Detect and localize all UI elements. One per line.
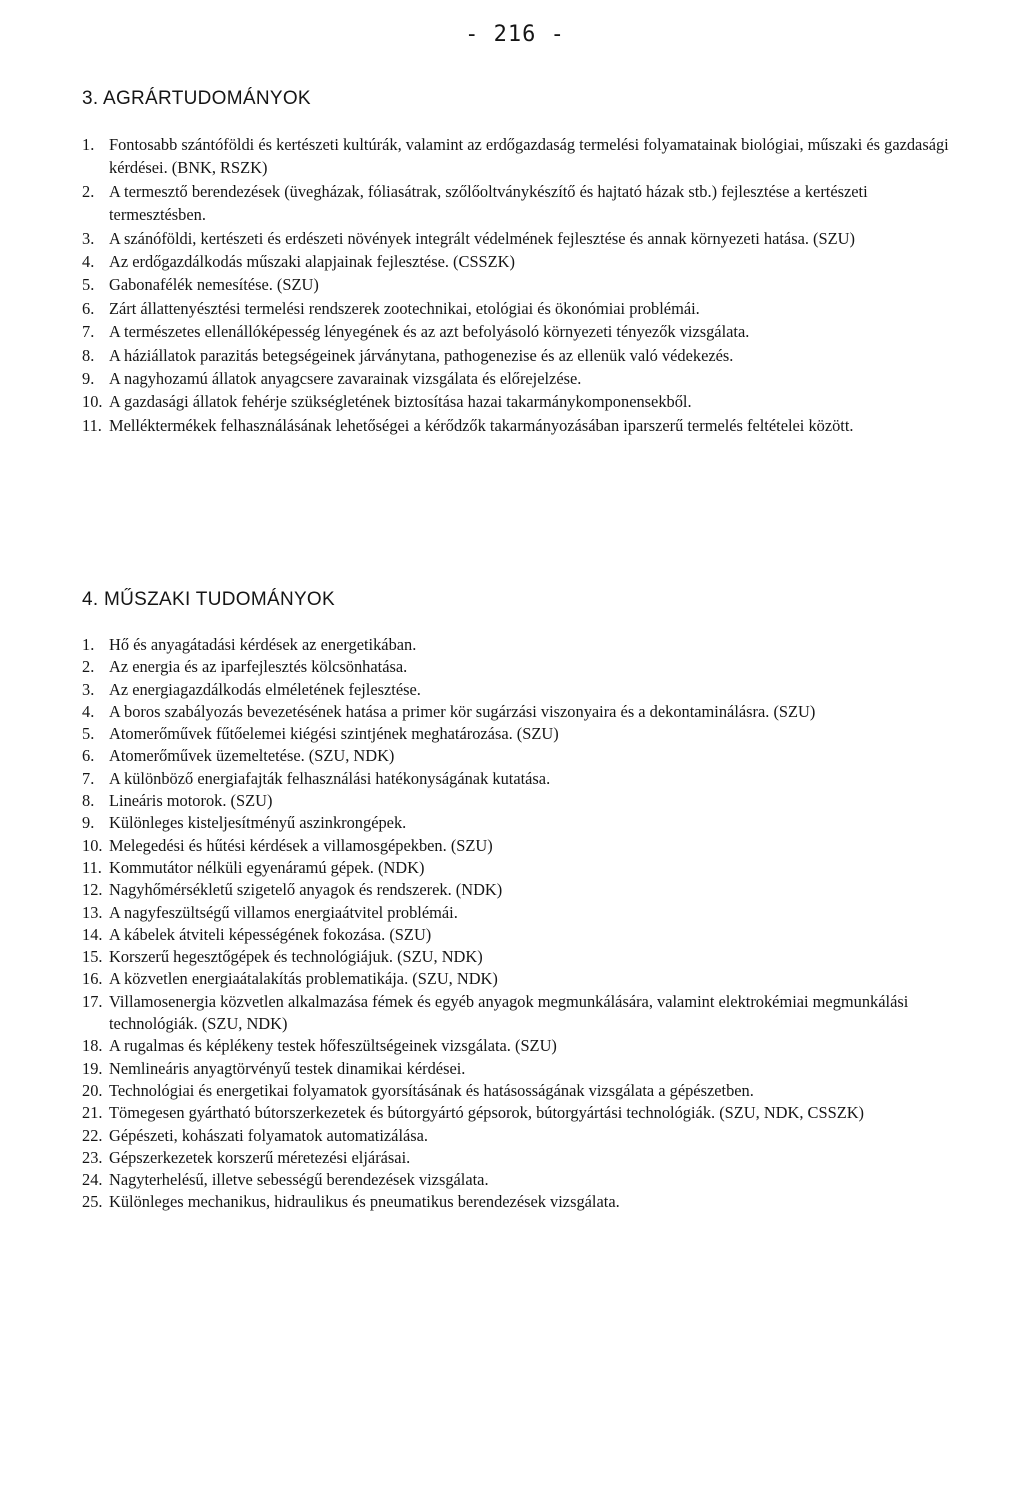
item-text: Nagyterhelésű, illetve sebességű berendezések vizsgálata. [109, 1170, 489, 1190]
list-item [82, 390, 952, 413]
item-text: A kábelek átviteli képességének fokozása. (SZU) [109, 924, 432, 944]
page-number: - 216 - [465, 22, 565, 47]
item-number: 17. [82, 991, 103, 1011]
item-number: 9. [82, 813, 95, 833]
section-title: 4. MŰSZAKI TUDOMÁNYOK [82, 589, 335, 610]
list-item [82, 1080, 952, 1102]
item-text: Különleges mechanikus, hidraulikus és pneumatikus berendezések vizsgálata. [109, 1192, 620, 1212]
item-number: 6. [82, 298, 95, 318]
item-number: 3. [82, 679, 95, 699]
list-item [82, 991, 952, 1036]
list-item [82, 250, 952, 273]
list-item [82, 902, 952, 924]
item-number: 2. [82, 181, 95, 201]
item-number: 1. [82, 635, 95, 654]
list-item [82, 835, 952, 857]
section-technical-sciences [82, 587, 952, 1214]
item-text: Gépészeti, kohászati folyamatok automatizálása. [109, 1125, 429, 1145]
item-number: 4. [82, 252, 95, 272]
item-text: A termesztő berendezések (üvegházak, fóliasátrak, szőlőoltványkészítő és hajtató házak stb.) fejlesztése a kertészeti termesztésben. [109, 181, 868, 225]
list-item [82, 133, 952, 180]
item-number: 18. [82, 1036, 103, 1056]
item-text: Az erdőgazdálkodás műszaki alapjainak fejlesztése. (CSSZK) [109, 252, 515, 272]
item-text: Nemlineáris anyagtörvényű testek dinamikai kérdései. [109, 1058, 466, 1078]
item-number: 13. [82, 902, 103, 922]
item-text: Kommutátor nélküli egyenáramú gépek. (NDK) [109, 857, 425, 877]
item-text: Atomerőművek fűtőelemei kiégési szintjének meghatározása. (SZU) [109, 724, 559, 744]
item-number: 7. [82, 322, 95, 342]
item-number: 21. [82, 1103, 103, 1123]
item-text: Különleges kisteljesítményű aszinkrongépek. [109, 813, 407, 833]
item-text: Gabonafélék nemesítése. (SZU) [109, 275, 319, 295]
list-item [82, 1147, 952, 1169]
list-item [82, 946, 952, 968]
list-item [82, 701, 952, 723]
item-number: 14. [82, 924, 103, 944]
item-text: Villamosenergia közvetlen alkalmazása fémek és egyéb anyagok megmunkálására, valamint elektrokémiai megmunkálási technológiák. (SZU, NDK) [109, 991, 909, 1034]
item-number: 25. [82, 1192, 103, 1212]
item-number: 23. [82, 1147, 103, 1167]
item-number: 6. [82, 746, 95, 766]
list-item [82, 879, 952, 901]
item-text: Hő és anyagátadási kérdések az energetikában. [109, 635, 417, 654]
list-item [82, 297, 952, 320]
item-text: Melegedési és hűtési kérdések a villamosgépekben. (SZU) [109, 835, 493, 855]
topic-list [82, 133, 952, 437]
list-item [82, 745, 952, 767]
item-text: Nagyhőmérsékletű szigetelő anyagok és rendszerek. (NDK) [109, 880, 503, 900]
item-number: 9. [82, 369, 95, 389]
item-number: 24. [82, 1170, 103, 1190]
item-number: 10. [82, 835, 103, 855]
item-number: 8. [82, 791, 95, 811]
list-item [82, 1191, 952, 1213]
list-item [82, 367, 952, 390]
list-item [82, 812, 952, 834]
list-item [82, 1035, 952, 1057]
item-text: A szánóföldi, kertészeti és erdészeti növények integrált védelmének fejlesztése és annak környezeti hatása. (SZU) [109, 228, 855, 248]
item-text: A rugalmas és képlékeny testek hőfeszültségeinek vizsgálata. (SZU) [109, 1036, 557, 1056]
item-number: 3. [82, 228, 95, 248]
item-text: Technológiai és energetikai folyamatok gyorsításának és hatásosságának vizsgálata a gépészetben. [109, 1080, 754, 1100]
list-item [82, 320, 952, 343]
topic-list [82, 634, 952, 1214]
item-text: Lineáris motorok. (SZU) [109, 791, 273, 811]
item-number: 19. [82, 1058, 103, 1078]
item-text: A közvetlen energiaátalakítás problematikája. (SZU, NDK) [109, 969, 498, 989]
item-text: Atomerőművek üzemeltetése. (SZU, NDK) [109, 746, 395, 766]
item-number: 5. [82, 275, 95, 295]
item-number: 15. [82, 947, 103, 967]
item-text: A háziállatok parazitás betegségeinek járványtana, pathogenezise és az ellenük való védekezés. [109, 345, 734, 365]
item-text: Korszerű hegesztőgépek és technológiájuk. (SZU, NDK) [109, 947, 483, 967]
list-item [82, 344, 952, 367]
item-number: 1. [82, 135, 95, 154]
item-text: Gépszerkezetek korszerű méretezési eljárásai. [109, 1147, 411, 1167]
item-text: A gazdasági állatok fehérje szükségletének biztosítása hazai takarmánykomponensekből. [109, 392, 692, 412]
section-agricultural-sciences [82, 86, 952, 437]
item-number: 20. [82, 1080, 103, 1100]
item-text: A nagyfeszültségű villamos energiaátvitel problémái. [109, 902, 458, 922]
item-text: A természetes ellenállóképesség lényegének és az azt befolyásoló környezeti tényezők vizsgálata. [109, 322, 750, 342]
item-number: 16. [82, 969, 103, 989]
list-item [82, 634, 952, 656]
item-text: Tömegesen gyártható bútorszerkezetek és bútorgyártó gépsorok, bútorgyártási technológiák. (SZU, NDK, CSSZK) [109, 1103, 865, 1123]
list-item [82, 1058, 952, 1080]
item-number: 11. [82, 857, 102, 877]
list-item [82, 968, 952, 990]
list-item [82, 679, 952, 701]
item-text: A különböző energiafajták felhasználási hatékonyságának kutatása. [109, 768, 551, 788]
item-number: 12. [82, 880, 103, 900]
item-number: 10. [82, 392, 103, 412]
item-text: A nagyhozamú állatok anyagcsere zavarainak vizsgálata és előrejelzése. [109, 369, 582, 389]
list-item [82, 1169, 952, 1191]
list-item [82, 790, 952, 812]
list-item [82, 924, 952, 946]
item-text: Az energia és az iparfejlesztés kölcsönhatása. [109, 657, 408, 677]
list-item [82, 1102, 952, 1124]
list-item [82, 768, 952, 790]
list-item [82, 227, 952, 250]
item-number: 8. [82, 345, 95, 365]
item-number: 5. [82, 724, 95, 744]
item-text: Az energiagazdálkodás elméletének fejlesztése. [109, 679, 421, 699]
section-title: 3. AGRÁRTUDOMÁNYOK [82, 88, 311, 109]
list-item [82, 1125, 952, 1147]
item-number: 4. [82, 701, 95, 721]
list-item [82, 273, 952, 296]
item-text: Fontosabb szántóföldi és kertészeti kultúrák, valamint az erdőgazdaság termelési folyamatainak biológiai, műszaki és gazdasági kérdései. (BNK, RSZK) [109, 135, 949, 178]
item-text: Melléktermékek felhasználásának lehetőségei a kérődzők takarmányozásában iparszerű termelés feltételei között. [109, 415, 854, 435]
item-number: 7. [82, 768, 95, 788]
list-item [82, 180, 952, 227]
list-item [82, 656, 952, 678]
list-item [82, 414, 952, 437]
list-item [82, 723, 952, 745]
item-text: A boros szabályozás bevezetésének hatása a primer kör sugárzási viszonyaira és a dekontaminálásra. (SZU) [109, 701, 816, 721]
item-number: 22. [82, 1125, 103, 1145]
item-number: 2. [82, 657, 95, 677]
list-item [82, 857, 952, 879]
item-text: Zárt állattenyésztési termelési rendszerek zootechnikai, etológiai és ökonómiai problémái. [109, 298, 700, 318]
item-number: 11. [82, 415, 102, 435]
